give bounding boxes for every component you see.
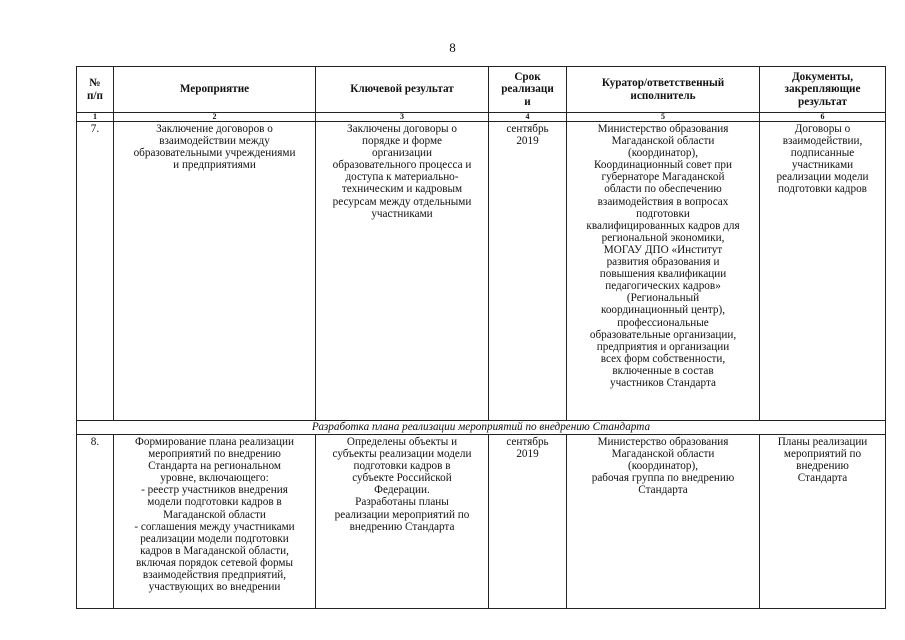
page-number: 8 xyxy=(449,40,456,55)
column-number: 4 xyxy=(489,113,567,122)
column-number: 6 xyxy=(760,113,886,122)
event-cell: Формирование плана реализации мероприятий по внедрению Стандарта на региональном уровне, включающего: - реестр участников внедрения модели подготовки кадров в Магаданской области - соглашения между участниками реализации модели подготовки кадров в Магаданской области, включая порядок сетевой формы взаимодействия предприятий, участвующих во внедрении xyxy=(114,435,316,609)
docs-cell: Планы реализации мероприятий по внедрению Стандарта xyxy=(760,435,886,609)
column-number: 5 xyxy=(567,113,760,122)
table-row xyxy=(77,122,886,421)
docs-cell: Договоры о взаимодействии, подписанные участниками реализации модели подготовки кадров xyxy=(760,122,886,421)
row-number: 8. xyxy=(77,435,114,609)
table-row xyxy=(77,435,886,609)
column-number: 1 xyxy=(77,113,114,122)
measures-table xyxy=(76,66,886,609)
row-number: 7. xyxy=(77,122,114,421)
curator-cell: Министерство образования Магаданской области (координатор), Координационный совет при губернаторе Магаданской области по обеспечению взаимодействия в вопросах подготовки квалифицированных кадров для региональной экономики, МОГАУ ДПО «Институт развития образования и повышения квалификации педагогических кадров» (Региональный координационный центр), профессиональные образовательные организации, предприятия и организации всех форм собственности, включенные в состав участников Стандарта xyxy=(567,122,760,421)
event-cell: Заключение договоров о взаимодействии между образовательными учреждениями и предприятиями xyxy=(114,122,316,421)
result-cell: Заключены договоры о порядке и форме организации образовательного процесса и доступа к материально- техническим и кадровым ресурсам между отдельными участниками xyxy=(316,122,489,421)
deadline-cell: сентябрь 2019 xyxy=(489,122,567,421)
section-row xyxy=(77,421,886,435)
column-number-row xyxy=(77,113,886,122)
header-docs: Документы, закрепляющие результат xyxy=(760,67,886,113)
section-title: Разработка плана реализации мероприятий по внедрению Стандарта xyxy=(77,421,886,435)
header-curator: Куратор/ответственный исполнитель xyxy=(567,67,760,113)
deadline-cell: сентябрь 2019 xyxy=(489,435,567,609)
header-deadline: Срок реализаци и xyxy=(489,67,567,113)
column-number: 2 xyxy=(114,113,316,122)
header-event: Мероприятие xyxy=(114,67,316,113)
column-number: 3 xyxy=(316,113,489,122)
result-cell: Определены объекты и субъекты реализации модели подготовки кадров в субъекте Российской Федерации. Разработаны планы реализации мероприятий по внедрению Стандарта xyxy=(316,435,489,609)
table-header-row xyxy=(77,67,886,113)
header-num: № п/п xyxy=(77,67,114,113)
curator-cell: Министерство образования Магаданской области (координатор), рабочая группа по внедрению Стандарта xyxy=(567,435,760,609)
header-result: Ключевой результат xyxy=(316,67,489,113)
